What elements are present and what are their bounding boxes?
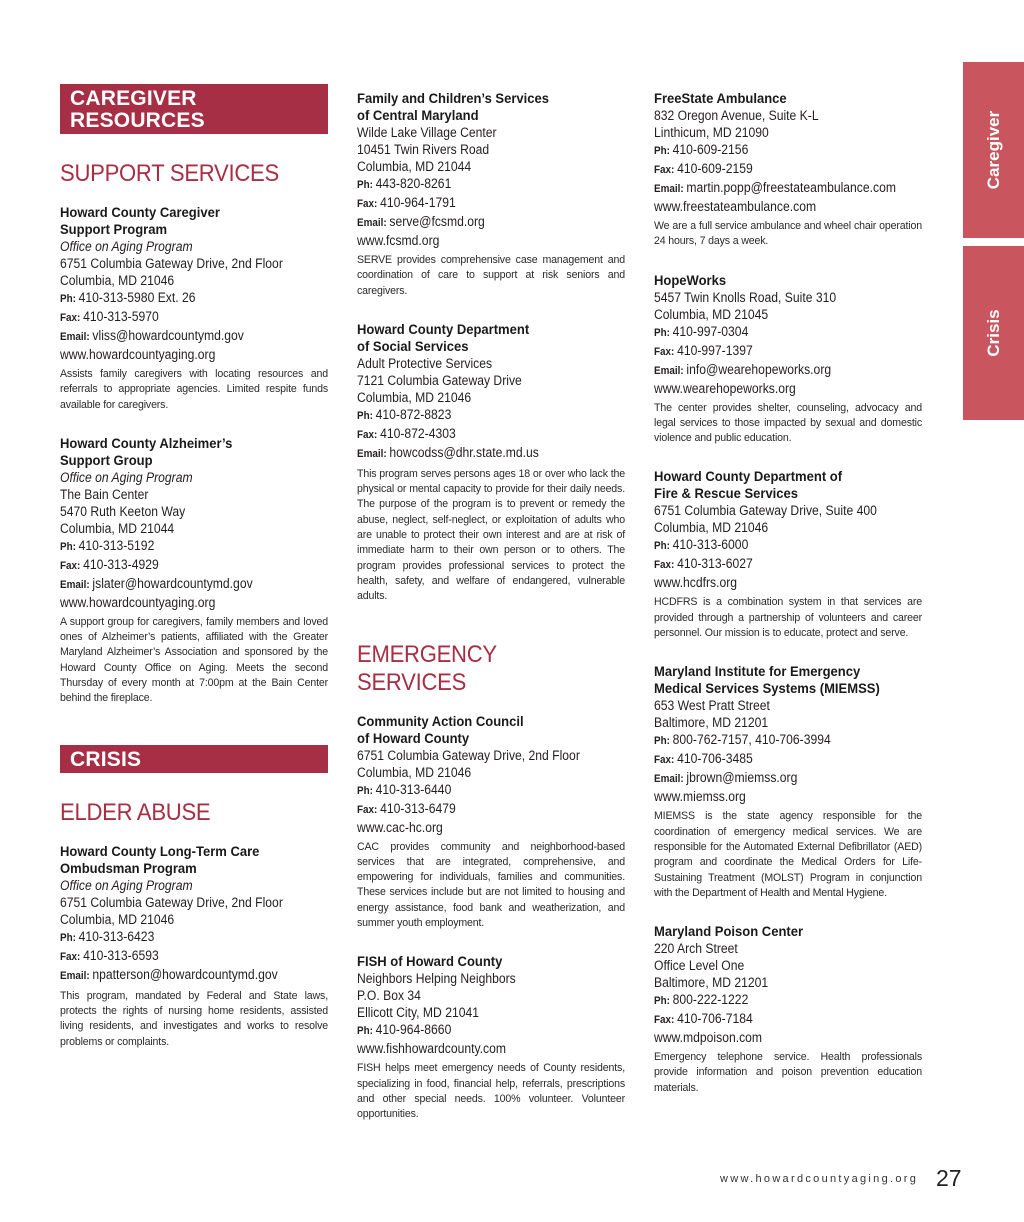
address-line: Ellicott City, MD 21041	[357, 1005, 480, 1021]
address-line: Linthicum, MD 21090	[654, 125, 769, 140]
address-line: Columbia, MD 21046	[654, 520, 769, 536]
entry-alzheimers-support-group	[60, 435, 328, 707]
fax-line	[654, 555, 895, 574]
address-line: 6751 Columbia Gateway Drive, 2nd Floor	[60, 894, 283, 910]
elder-abuse-title: ELDER ABUSE	[60, 798, 211, 826]
email-link[interactable]: jslater@howardcountymd.gov	[92, 575, 253, 591]
fax-number: 410-706-7184	[677, 1011, 753, 1027]
email-link[interactable]: info@wearehopeworks.org	[686, 361, 832, 377]
email-link[interactable]: martin.popp@freestateambulance.com	[686, 180, 896, 195]
email-label: Email:	[654, 183, 684, 195]
website-link[interactable]: www.mdpoison.com	[654, 1030, 763, 1046]
website-link[interactable]: www.fcsmd.org	[357, 233, 440, 248]
phone-number[interactable]: 800-762-7157, 410-706-3994	[672, 732, 831, 748]
page-number: 27	[936, 1165, 962, 1191]
email-link[interactable]: howcodss@dhr.state.md.us	[389, 444, 539, 460]
email-line	[654, 179, 895, 198]
entry-name: Community Action Council	[357, 712, 524, 729]
phone-number[interactable]: 410-609-2156	[672, 142, 749, 157]
email-line	[357, 213, 598, 232]
column-2	[357, 90, 625, 1145]
fax-number: 410-313-6479	[380, 800, 456, 816]
phone-label: Ph:	[654, 145, 670, 157]
phone-label: Ph:	[357, 179, 373, 191]
phone-line	[60, 928, 301, 947]
entry-caregiver-support-program	[60, 204, 328, 413]
address-line: 6751 Columbia Gateway Drive, 2nd Floor	[357, 747, 580, 763]
address-line: 7121 Columbia Gateway Drive	[357, 372, 522, 388]
email-label: Email:	[654, 773, 684, 786]
column-1	[60, 84, 328, 1072]
entry-name: of Howard County	[357, 729, 470, 746]
phone-label: Ph:	[654, 326, 670, 339]
address-line: Baltimore, MD 21201	[654, 975, 769, 991]
entry-name: Maryland Poison Center	[654, 923, 804, 940]
email-line	[60, 966, 301, 985]
email-link[interactable]: jbrown@miemss.org	[686, 770, 798, 786]
entry-name: HopeWorks	[654, 271, 727, 288]
fax-number: 410-313-6027	[677, 556, 753, 572]
entry-community-action-council	[357, 713, 625, 932]
phone-label: Ph:	[357, 1025, 373, 1038]
side-tab-caregiver[interactable]	[963, 62, 1024, 238]
phone-label: Ph:	[60, 931, 76, 944]
fax-label: Fax:	[654, 345, 675, 358]
phone-number[interactable]: 800-222-1222	[672, 992, 749, 1008]
email-line	[654, 769, 895, 788]
entry-name: Support Program	[60, 221, 168, 237]
support-services-title: SUPPORT SERVICES	[60, 160, 279, 187]
entry-fish-howard-county	[357, 953, 625, 1122]
address-line: 832 Oregon Avenue, Suite K-L	[654, 108, 819, 123]
website-link[interactable]: www.wearehopeworks.org	[654, 380, 796, 396]
entry-name: of Central Maryland	[357, 107, 479, 123]
fax-line	[60, 556, 301, 575]
entry-family-childrens-services	[357, 90, 625, 299]
fax-line	[60, 947, 301, 966]
fax-number: 410-997-1397	[677, 342, 753, 358]
fax-label: Fax:	[357, 803, 378, 816]
phone-line	[60, 537, 301, 556]
email-label: Email:	[654, 364, 684, 377]
entry-name: Maryland Institute for Emergency	[654, 663, 861, 680]
address-line: Columbia, MD 21044	[357, 159, 472, 174]
fax-label: Fax:	[60, 312, 81, 324]
entry-description: MIEMSS is the state agency responsible for the coordination of emergency medical services. We are responsible for the Automated External Defibrillator (AED) program and coordinate the Medical Orders for Life-Sustaining Treatment (MOLST) Program in conjunction with the Department of Health and Mental Hygiene.	[654, 810, 922, 899]
email-line	[60, 327, 301, 346]
address-line: 220 Arch Street	[654, 941, 738, 957]
fax-label: Fax:	[654, 164, 675, 176]
address-line: Office Level One	[654, 958, 745, 974]
fax-line	[357, 194, 598, 213]
address-line: Columbia, MD 21046	[60, 911, 175, 927]
entry-description: The center provides shelter, counseling, advocacy and legal services to those impacted by sexual and domestic violence and public education.	[654, 401, 922, 445]
address-line: The Bain Center	[60, 486, 149, 502]
entry-hopeworks	[654, 272, 922, 447]
entry-name: Fire & Rescue Services	[654, 485, 799, 502]
phone-line	[654, 141, 895, 160]
phone-line	[357, 781, 598, 800]
banner-line-2: RESOURCES	[70, 109, 205, 132]
entry-name: FreeState Ambulance	[654, 90, 787, 106]
address-line: Neighbors Helping Neighbors	[357, 971, 516, 987]
email-link[interactable]: vliss@howardcountymd.gov	[92, 328, 244, 343]
phone-line	[654, 536, 895, 555]
phone-label: Ph:	[357, 784, 373, 797]
entry-name: Howard County Department	[357, 320, 530, 337]
entry-department-social-services	[357, 321, 625, 605]
fax-label: Fax:	[654, 1014, 675, 1027]
website-link[interactable]: www.miemss.org	[654, 789, 746, 805]
address-line: Wilde Lake Village Center	[357, 125, 497, 140]
entry-description: CAC provides community and neighborhood-based services that are integrated, comprehensive, and empowering for individuals, families and communities. These services include but are not limited to housing and energy assistance, food bank and weatherization, and summer youth employment.	[357, 840, 625, 930]
address-line: 5457 Twin Knolls Road, Suite 310	[654, 289, 837, 305]
phone-label: Ph:	[654, 995, 670, 1008]
phone-number[interactable]: 410-997-0304	[672, 323, 749, 339]
fax-label: Fax:	[60, 950, 81, 963]
fax-number: 410-313-5970	[83, 309, 159, 324]
phone-number[interactable]: 410-313-6440	[375, 781, 452, 797]
email-link[interactable]: serve@fcsmd.org	[389, 214, 485, 229]
phone-label: Ph:	[60, 293, 76, 305]
entry-description: This program, mandated by Federal and State laws, protects the rights of nursing home residents, assisted living residents, and investigates and works to resolve problems or complaints.	[60, 989, 328, 1048]
banner-line-1: CAREGIVER	[70, 87, 197, 110]
entry-name: Howard County Department of	[654, 468, 843, 485]
fax-line	[357, 800, 598, 819]
fax-number: 410-313-4929	[83, 556, 159, 572]
phone-line	[60, 289, 301, 308]
phone-line	[654, 731, 895, 750]
fax-number: 410-313-6593	[83, 947, 159, 963]
email-label: Email:	[60, 578, 90, 591]
entry-name: Medical Services Systems (MIEMSS)	[654, 680, 880, 697]
entry-description: This program serves persons ages 18 or over who lack the physical or mental capacity to provide for their daily needs. The purpose of the program is to prevent or remedy the abuse, neglect, self-neglect, or exploitation of adults who are unable to protect their own interest and are at risk of immediate harm to their own person or to others. The program provides professional services to protect the health, safety, and welfare of endangered, vulnerable adults.	[357, 467, 625, 603]
phone-line	[654, 991, 895, 1010]
entry-name: Support Group	[60, 451, 153, 468]
fax-line	[654, 1010, 895, 1029]
entry-description: Assists family caregivers with locating resources and referrals to appropriate agencies. Limited respite funds available for caregivers.	[60, 368, 328, 411]
address-line: Columbia, MD 21044	[60, 520, 175, 536]
fax-line	[654, 342, 895, 361]
footer-url[interactable]: www.howardcountyaging.org	[720, 1173, 919, 1185]
address-line: 6751 Columbia Gateway Drive, Suite 400	[654, 503, 877, 519]
address-line: 10451 Twin Rivers Road	[357, 142, 490, 157]
address-line: P.O. Box 34	[357, 988, 421, 1004]
entry-name: Ombudsman Program	[60, 859, 197, 876]
website-link[interactable]: www.freestateambulance.com	[654, 199, 817, 214]
fax-number: 410-964-1791	[380, 195, 456, 210]
fax-line	[654, 160, 895, 179]
entry-description: SERVE provides comprehensive case management and coordination of care to support at risk seniors and caregivers.	[357, 254, 625, 297]
entry-freestate-ambulance	[654, 90, 922, 250]
fax-label: Fax:	[357, 198, 378, 210]
fax-number: 410-706-3485	[677, 751, 753, 767]
phone-line	[357, 1021, 598, 1040]
phone-number[interactable]: 410-872-8823	[375, 406, 452, 422]
fax-label: Fax:	[60, 559, 81, 572]
email-label: Email:	[60, 969, 90, 982]
entry-name: Howard County Alzheimer’s	[60, 434, 233, 451]
entry-name: Howard County Caregiver	[60, 204, 220, 220]
entry-ombudsman-program	[60, 843, 328, 1050]
phone-number[interactable]: 410-313-5192	[78, 537, 155, 553]
phone-number[interactable]: 410-313-6000	[672, 537, 749, 553]
phone-line	[357, 406, 598, 425]
email-line	[60, 575, 301, 594]
entry-description: HCDFRS is a combination system in that services are provided through a partnership of volunteers and career personnel. Our mission is to educate, protect and serve.	[654, 596, 922, 640]
phone-line	[654, 323, 895, 342]
address-line: Columbia, MD 21046	[60, 273, 175, 288]
entry-subtitle: Office on Aging Program	[60, 469, 193, 485]
phone-number[interactable]: 410-313-5980 Ext. 26	[78, 290, 196, 305]
fax-label: Fax:	[357, 428, 378, 441]
email-label: Email:	[357, 447, 387, 460]
side-tab-crisis[interactable]	[963, 246, 1024, 420]
phone-label: Ph:	[654, 735, 670, 748]
address-line: 653 West Pratt Street	[654, 698, 770, 714]
entry-subtitle: Office on Aging Program	[60, 877, 193, 893]
entry-name: Family and Children’s Services	[357, 90, 550, 106]
website-link[interactable]: www.howardcountyaging.org	[60, 347, 216, 362]
phone-line	[357, 175, 598, 194]
phone-label: Ph:	[654, 540, 670, 553]
fax-line	[654, 750, 895, 769]
entry-name: FISH of Howard County	[357, 953, 503, 970]
website-link[interactable]: www.cac-hc.org	[357, 819, 443, 835]
caregiver-resources-banner	[60, 84, 328, 134]
address-line: Columbia, MD 21045	[654, 306, 769, 322]
phone-number[interactable]: 443-820-8261	[375, 176, 452, 191]
fax-line	[357, 425, 598, 444]
column-3	[654, 90, 922, 1118]
phone-number[interactable]: 410-964-8660	[375, 1022, 452, 1038]
crisis-banner: CRISIS	[60, 745, 328, 773]
address-line: 5470 Ruth Keeton Way	[60, 503, 186, 519]
website-link[interactable]: www.howardcountyaging.org	[60, 594, 216, 610]
address-line: Adult Protective Services	[357, 355, 493, 371]
email-label: Email:	[60, 331, 90, 343]
entry-name: of Social Services	[357, 337, 469, 354]
entry-fire-rescue-services	[654, 468, 922, 641]
entry-description: Emergency telephone service. Health professionals provide information and poison prevention education materials.	[654, 1051, 922, 1094]
website-link[interactable]: www.fishhowardcounty.com	[357, 1041, 507, 1057]
entry-name: Howard County Long-Term Care	[60, 842, 260, 859]
phone-number[interactable]: 410-313-6423	[78, 928, 155, 944]
phone-label: Ph:	[60, 540, 76, 553]
fax-number: 410-609-2159	[677, 161, 753, 176]
website-link[interactable]: www.hcdfrs.org	[654, 575, 738, 591]
fax-line	[60, 308, 301, 327]
entry-miemss	[654, 663, 922, 901]
email-line	[357, 444, 598, 463]
fax-label: Fax:	[654, 559, 675, 572]
entry-description: FISH helps meet emergency needs of County residents, specializing in food, financial help, referrals, prescriptions and other special needs. 100% volunteer. Volunteer opportunities.	[357, 1062, 625, 1121]
entry-description: We are a full service ambulance and wheel chair operation 24 hours, 7 days a week.	[654, 220, 922, 248]
side-tab-crisis-label: Crisis	[983, 309, 1003, 357]
fax-number: 410-872-4303	[380, 425, 456, 441]
entry-subtitle: Office on Aging Program	[60, 239, 193, 254]
address-line: Columbia, MD 21046	[357, 764, 472, 780]
email-link[interactable]: npatterson@howardcountymd.gov	[92, 966, 278, 982]
side-tab-caregiver-label: Caregiver	[983, 110, 1003, 190]
address-line: Columbia, MD 21046	[357, 389, 472, 405]
address-line: 6751 Columbia Gateway Drive, 2nd Floor	[60, 256, 283, 271]
phone-label: Ph:	[357, 409, 373, 422]
entry-description: A support group for caregivers, family members and loved ones of Alzheimer’s patients, affiliated with the Greater Maryland Alzheimer’s Association and sponsored by the Howard County Office on Aging. Meets the second Thursday of every month at 7:00pm at the Bain Center behind the fireplace.	[60, 615, 328, 705]
emergency-services-title: EMERGENCY SERVICES	[357, 640, 497, 696]
address-line: Baltimore, MD 21201	[654, 715, 769, 731]
email-label: Email:	[357, 217, 387, 229]
entry-maryland-poison-center	[654, 923, 922, 1096]
fax-label: Fax:	[654, 754, 675, 767]
email-line	[654, 361, 895, 380]
